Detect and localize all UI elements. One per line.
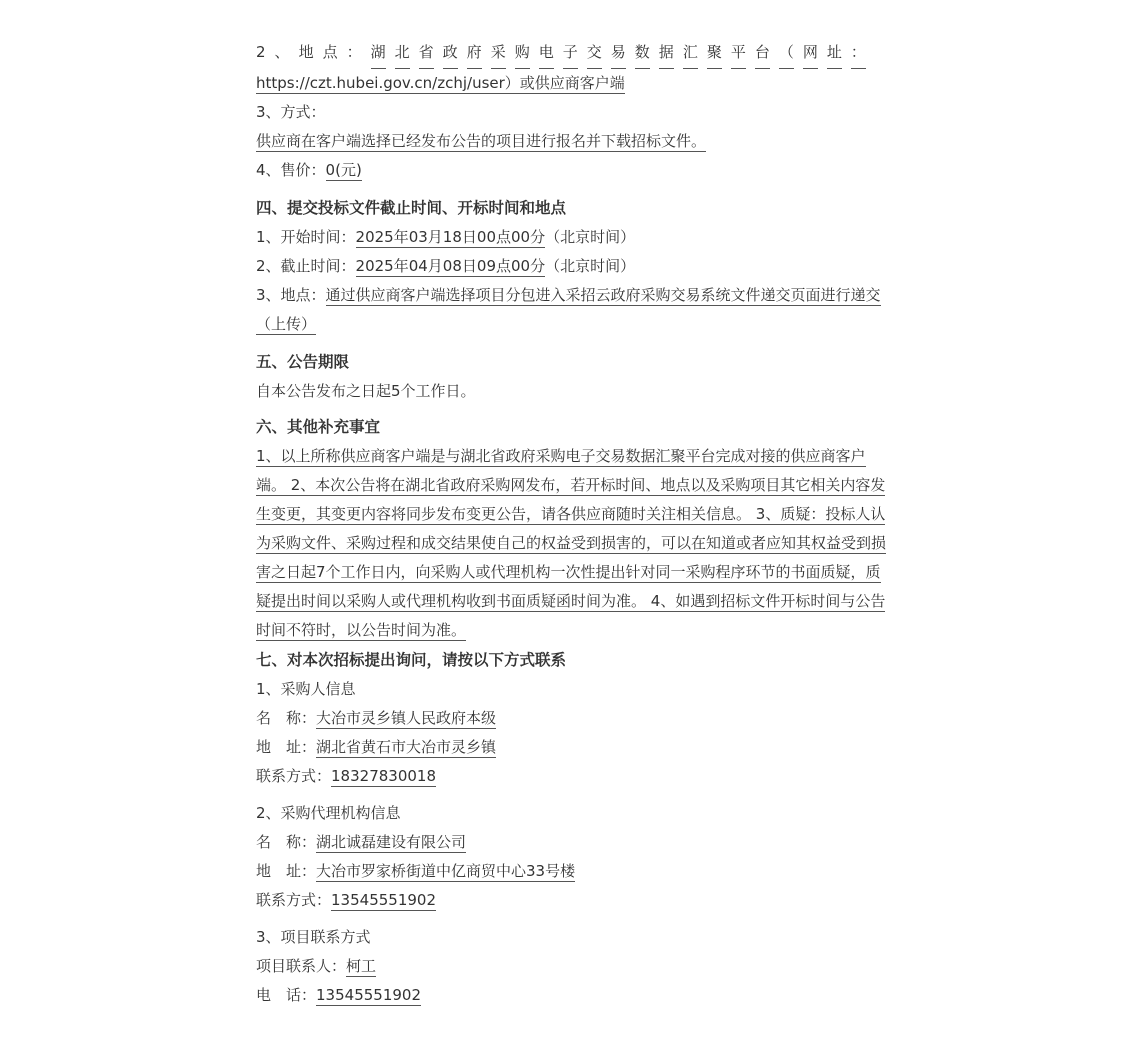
- section5-heading: 五、公告期限: [256, 353, 350, 371]
- agency-contact-line: [256, 886, 866, 915]
- project-phone-value: 13545551902: [316, 986, 421, 1004]
- place-label: 3、地点：: [256, 286, 326, 304]
- agency-address-label: 地 址：: [256, 862, 317, 880]
- buyer-title: 1、采购人信息: [256, 680, 356, 698]
- start-time-label: 1、开始时间：: [256, 228, 356, 246]
- project-title: 3、项目联系方式: [256, 928, 371, 946]
- project-person-value: 柯工: [346, 957, 377, 975]
- location-char: 北: [395, 38, 410, 69]
- section6-line: 时间不符时，以公告时间为准。: [256, 621, 467, 639]
- agency-name-value: 湖北诚磊建设有限公司: [316, 833, 467, 851]
- location-line-1: [256, 38, 866, 69]
- buyer-address-line: [256, 733, 866, 762]
- location-char: 点: [322, 43, 338, 61]
- end-time-value: 2025年04月08日09点00分: [355, 257, 546, 275]
- section6-line: 害之日起7个工作日内，向采购人或代理机构一次性提出针对同一采购程序环节的书面质疑，质: [256, 563, 881, 581]
- section6-line: 生变更，其变更内容将同步发布变更公告，请各供应商随时关注相关信息。 3、质疑：投标人认: [256, 505, 886, 523]
- location-char: 地: [298, 43, 314, 61]
- section6-line: 为采购文件、采购过程和成交结果使自己的权益受到损害的，可以在知道或者应知其权益受到损: [256, 534, 887, 552]
- location-char: 子: [563, 38, 578, 69]
- section6-line: 端。 2、本次公告将在湖北省政府采购网发布，若开标时间、地点以及采购项目其它相关内容发: [256, 476, 886, 494]
- location-value-url: https://czt.hubei.gov.cn/zchj/user）或供应商客户端: [256, 74, 625, 92]
- agency-address-value: 大冶市罗家桥街道中亿商贸中心33号楼: [316, 862, 576, 880]
- buyer-address-value: 湖北省黄石市大冶市灵乡镇: [316, 738, 497, 756]
- agency-contact-value: 13545551902: [331, 891, 436, 909]
- section6-line: 疑提出时间以采购人或代理机构收到书面质疑函时间为准。 4、如遇到招标文件开标时间与公告: [256, 592, 886, 610]
- agency-name-label: 名 称：: [256, 833, 317, 851]
- agency-address-line: [256, 857, 866, 886]
- place-value-2: （上传）: [256, 315, 317, 333]
- section6-line: 1、以上所称供应商客户端是与湖北省政府采购电子交易数据汇聚平台完成对接的供应商客户: [256, 447, 866, 465]
- location-char: 府: [467, 38, 482, 69]
- start-time-line: [256, 223, 866, 252]
- location-char: ：: [851, 38, 866, 69]
- section4-heading: 四、提交投标文件截止时间、开标时间和地点: [256, 199, 567, 217]
- location-char: 数: [635, 38, 650, 69]
- location-char: 网: [803, 38, 818, 69]
- method-label: 3、方式：: [256, 103, 326, 121]
- location-char: 聚: [707, 38, 722, 69]
- location-char: 采: [491, 38, 506, 69]
- buyer-name-label: 名 称：: [256, 709, 317, 727]
- location-char: 据: [659, 38, 674, 69]
- section6-body: [256, 442, 887, 645]
- location-char: 交: [587, 38, 602, 69]
- location-char: 平: [731, 38, 746, 69]
- start-time-suffix: （北京时间）: [545, 228, 636, 246]
- location-char: （: [779, 38, 794, 69]
- buyer-contact-label: 联系方式：: [256, 767, 332, 785]
- location-char: 政: [443, 38, 458, 69]
- agency-contact-label: 联系方式：: [256, 891, 332, 909]
- location-char: 址: [827, 38, 842, 69]
- project-phone-label: 电 话：: [256, 986, 317, 1004]
- location-char: 汇: [683, 38, 698, 69]
- price-line: [256, 156, 866, 185]
- announcement-document: [256, 38, 887, 1010]
- place-line-1: [256, 281, 881, 310]
- location-char: ：: [346, 43, 362, 61]
- project-phone-line: [256, 981, 866, 1010]
- location-char: 、: [274, 43, 290, 61]
- place-value-1: 通过供应商客户端选择项目分包进入采招云政府采购交易系统文件递交页面进行递交: [325, 286, 881, 304]
- location-char: 湖: [371, 38, 386, 69]
- buyer-address-label: 地 址：: [256, 738, 317, 756]
- buyer-name-value: 大冶市灵乡镇人民政府本级: [316, 709, 497, 727]
- location-line-2: [256, 69, 866, 98]
- location-char: 台: [755, 38, 770, 69]
- start-time-value: 2025年03月18日00点00分: [355, 228, 546, 246]
- section5-text: 自本公告发布之日起5个工作日。: [256, 382, 476, 400]
- location-char: 省: [419, 38, 434, 69]
- buyer-name-line: [256, 704, 866, 733]
- section6-heading: 六、其他补充事宜: [256, 418, 381, 436]
- price-label: 4、售价：: [256, 161, 326, 179]
- project-person-label: 项目联系人：: [256, 957, 347, 975]
- end-time-line: [256, 252, 866, 281]
- agency-title: 2、采购代理机构信息: [256, 804, 401, 822]
- method-value: 供应商在客户端选择已经发布公告的项目进行报名并下载招标文件。: [256, 132, 707, 150]
- agency-name-line: [256, 828, 866, 857]
- section7-heading: 七、对本次招标提出询问，请按以下方式联系: [256, 651, 567, 669]
- location-char: 易: [611, 38, 626, 69]
- location-char: 2: [256, 43, 266, 61]
- location-char: 电: [539, 38, 554, 69]
- place-line-2: [256, 310, 866, 339]
- location-char: 购: [515, 38, 530, 69]
- buyer-contact-value: 18327830018: [331, 767, 436, 785]
- price-value: 0(元): [325, 161, 362, 179]
- project-person-line: [256, 952, 866, 981]
- method-line: [256, 127, 866, 156]
- end-time-suffix: （北京时间）: [545, 257, 636, 275]
- end-time-label: 2、截止时间：: [256, 257, 356, 275]
- buyer-contact-line: [256, 762, 866, 791]
